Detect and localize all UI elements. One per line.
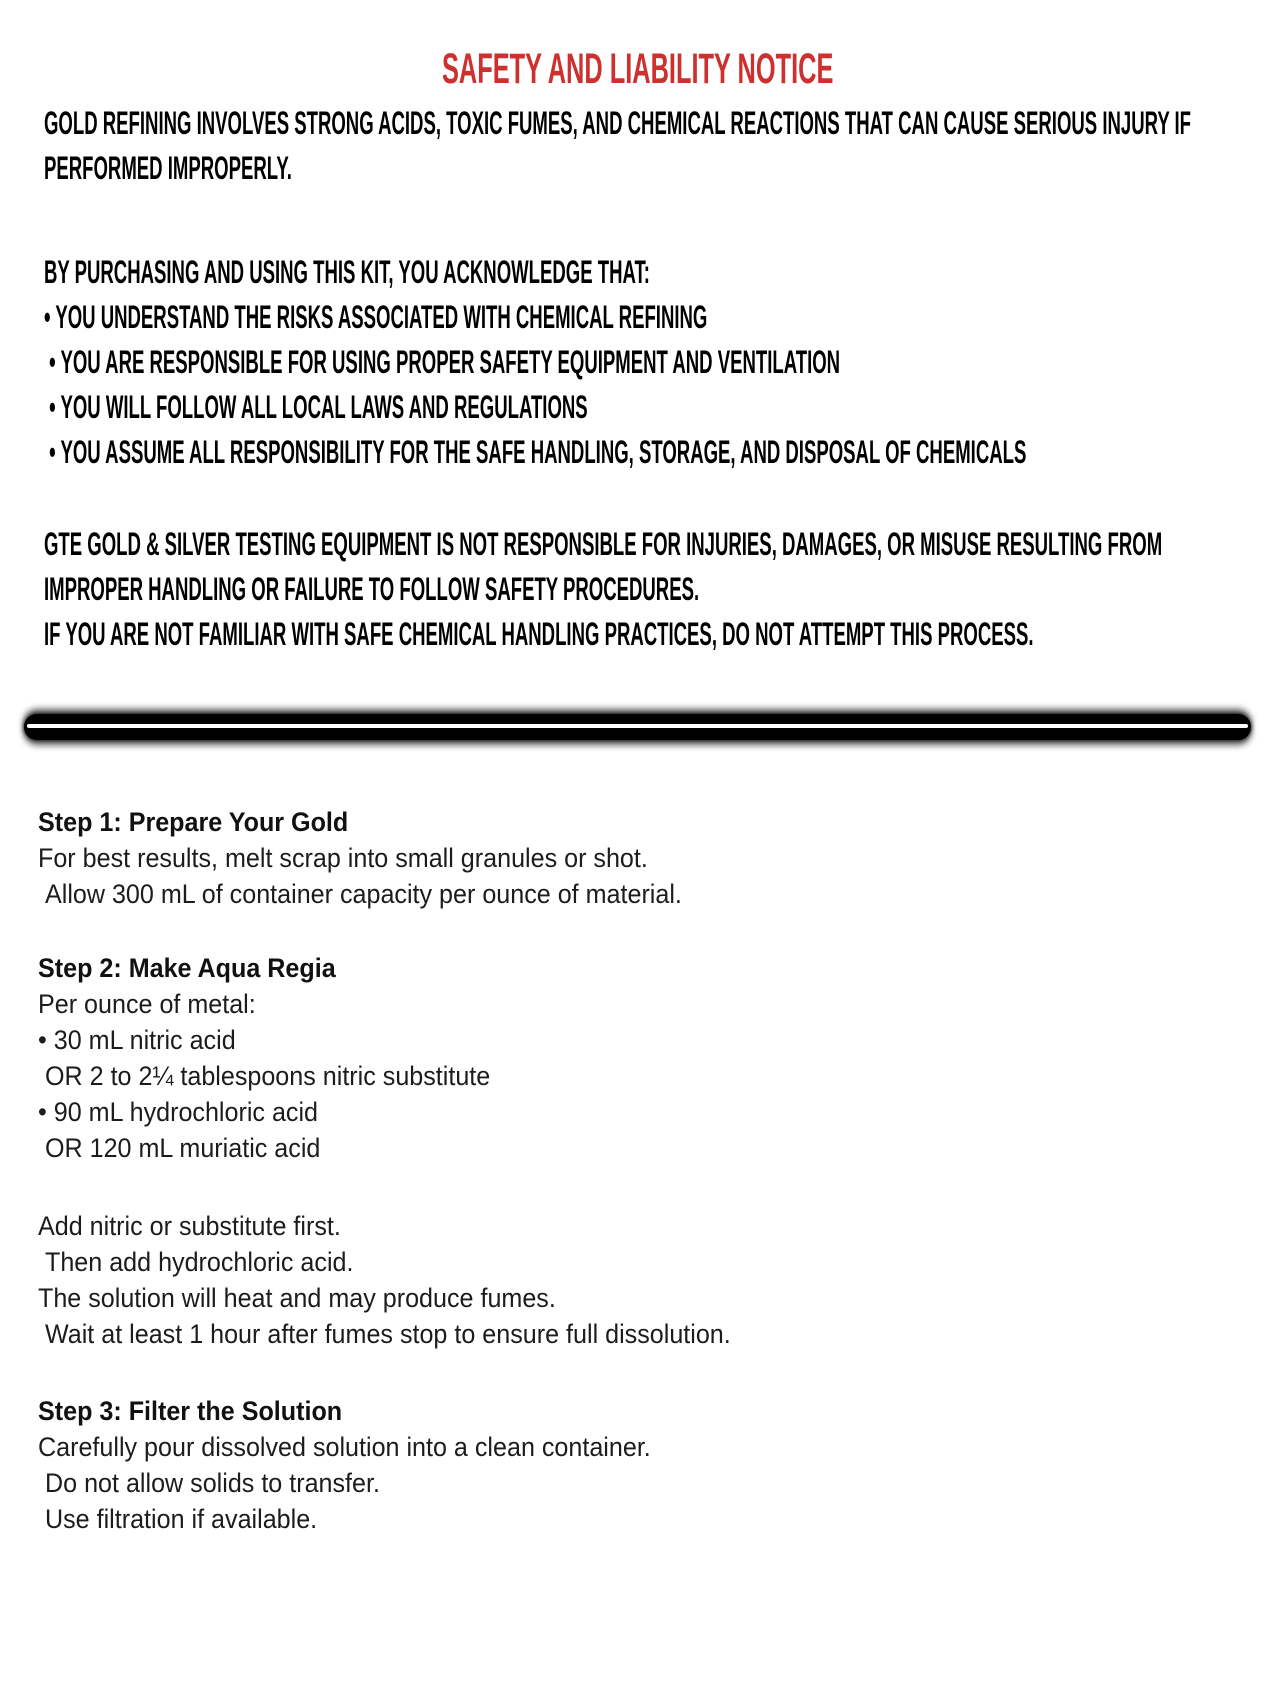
step-3-line-2: Do not allow solids to transfer. bbox=[38, 1468, 380, 1498]
step-1-line-2: Allow 300 mL of container capacity per ounce of material. bbox=[38, 879, 682, 909]
acknowledgement-item-4: • YOU ASSUME ALL RESPONSIBILITY FOR THE SAFE HANDLING, STORAGE, AND DISPOSAL OF CHEMICALS bbox=[44, 434, 1027, 470]
divider-highlight-line bbox=[27, 724, 1248, 728]
step-3-block bbox=[38, 1393, 1275, 1537]
acknowledgement-item-2: • YOU ARE RESPONSIBLE FOR USING PROPER SAFETY EQUIPMENT AND VENTILATION bbox=[44, 344, 841, 380]
hazard-warning-line-1: GOLD REFINING INVOLVES STRONG ACIDS, TOXIC FUMES, AND CHEMICAL REACTIONS THAT CAN CAUSE SERIOUS INJURY IF bbox=[44, 105, 1192, 141]
step-2-recipe-line-1: Per ounce of metal: bbox=[38, 989, 256, 1019]
hazard-warning-paragraph bbox=[44, 101, 1275, 191]
final-warning-line: IF YOU ARE NOT FAMILIAR WITH SAFE CHEMICAL HANDLING PRACTICES, DO NOT ATTEMPT THIS PROCESS. bbox=[44, 616, 1034, 652]
step-3-heading: Step 3: Filter the Solution bbox=[38, 1396, 343, 1426]
liability-disclaimer-line-2: IMPROPER HANDLING OR FAILURE TO FOLLOW SAFETY PROCEDURES. bbox=[44, 571, 700, 607]
instructions-section bbox=[0, 804, 1275, 1537]
step-2-heading: Step 2: Make Aqua Regia bbox=[38, 953, 336, 983]
step-2-recipe-line-3: OR 2 to 2¼ tablespoons nitric substitute bbox=[38, 1061, 491, 1091]
step-2-procedure-line-2: Then add hydrochloric acid. bbox=[38, 1247, 354, 1277]
step-1-line-1: For best results, melt scrap into small granules or shot. bbox=[38, 843, 648, 873]
acknowledgement-block bbox=[44, 250, 1275, 475]
page-title bbox=[0, 45, 1275, 93]
step-2-procedure-block bbox=[38, 1208, 1275, 1352]
step-2-recipe-line-2: • 30 mL nitric acid bbox=[38, 1025, 236, 1055]
document-page bbox=[0, 45, 1275, 1695]
step-1-block bbox=[38, 804, 1275, 912]
page-title-text: SAFETY AND LIABILITY NOTICE bbox=[441, 45, 834, 93]
liability-disclaimer-block bbox=[44, 522, 1275, 657]
step-3-line-1: Carefully pour dissolved solution into a clean container. bbox=[38, 1432, 651, 1462]
step-2-recipe-line-4: • 90 mL hydrochloric acid bbox=[38, 1097, 319, 1127]
step-1-heading: Step 1: Prepare Your Gold bbox=[38, 807, 349, 837]
section-divider bbox=[24, 714, 1251, 740]
step-2-block bbox=[38, 950, 1275, 1166]
liability-disclaimer-line-1: GTE GOLD & SILVER TESTING EQUIPMENT IS NOT RESPONSIBLE FOR INJURIES, DAMAGES, OR MISUSE RESULTING FROM bbox=[44, 526, 1163, 562]
acknowledgement-item-3: • YOU WILL FOLLOW ALL LOCAL LAWS AND REGULATIONS bbox=[44, 389, 588, 425]
hazard-warning-line-2: PERFORMED IMPROPERLY. bbox=[44, 150, 292, 186]
acknowledgement-item-1: • YOU UNDERSTAND THE RISKS ASSOCIATED WITH CHEMICAL REFINING bbox=[44, 299, 708, 335]
step-2-procedure-line-4: Wait at least 1 hour after fumes stop to ensure full dissolution. bbox=[38, 1319, 731, 1349]
step-2-procedure-line-1: Add nitric or substitute first. bbox=[38, 1211, 341, 1241]
acknowledgement-heading: BY PURCHASING AND USING THIS KIT, YOU ACKNOWLEDGE THAT: bbox=[44, 254, 650, 290]
step-2-procedure-line-3: The solution will heat and may produce fumes. bbox=[38, 1283, 556, 1313]
safety-notice-text-block bbox=[44, 101, 1275, 657]
step-2-recipe-line-5: OR 120 mL muriatic acid bbox=[38, 1133, 321, 1163]
instructions-text-block bbox=[38, 804, 1275, 1537]
step-3-line-3: Use filtration if available. bbox=[38, 1504, 318, 1534]
safety-notice-section bbox=[0, 101, 1275, 657]
